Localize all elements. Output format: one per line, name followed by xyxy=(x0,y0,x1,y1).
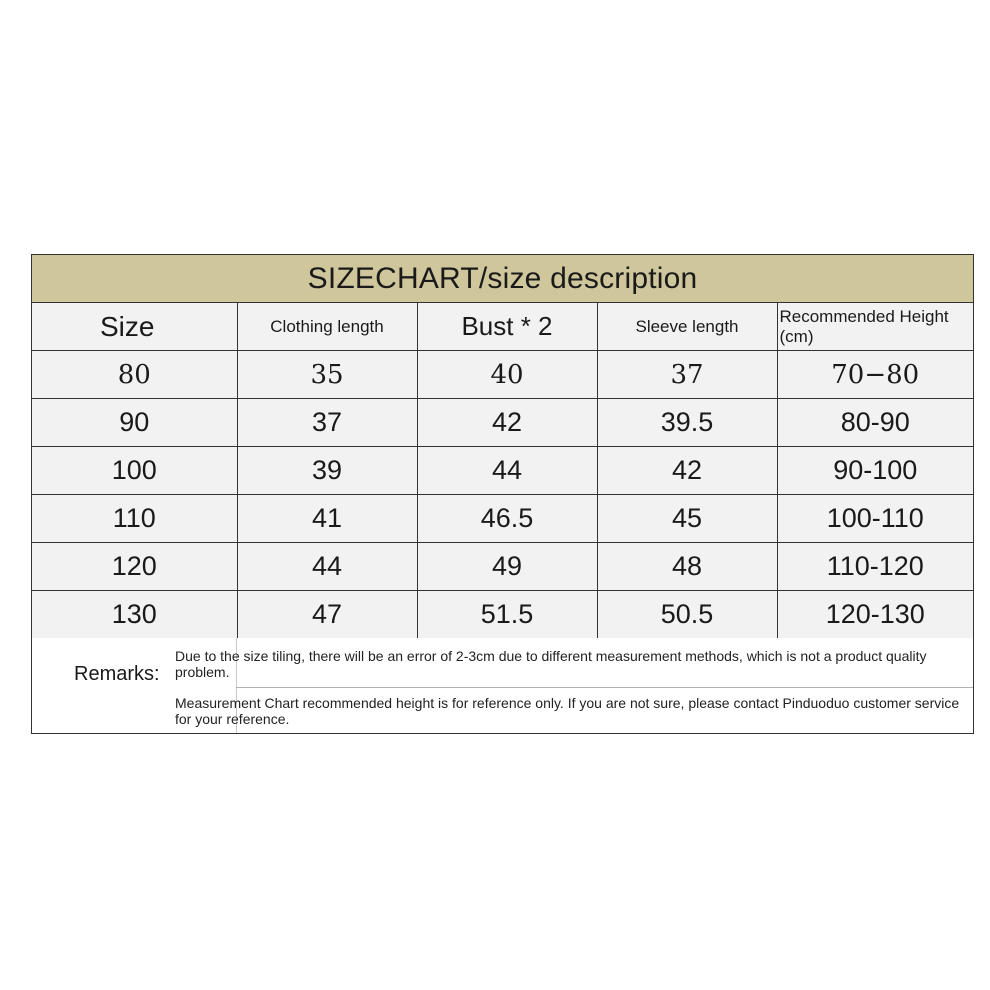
size-chart xyxy=(31,254,974,734)
header-recommended-height-line2: (cm) xyxy=(779,326,814,346)
size-cell: 120 xyxy=(32,543,237,591)
height-cell: 90-100 xyxy=(777,447,973,495)
header-clothing-length: Clothing length xyxy=(237,303,417,351)
header-recommended-height xyxy=(777,303,973,351)
header-recommended-height-line1: Recommended Height xyxy=(779,306,949,326)
table-row xyxy=(32,543,973,591)
remarks-line-1: Due to the size tiling, there will be an error of 2-3cm due to different measurement methods, which is not a product quality problem. xyxy=(175,648,927,680)
remarks-divider xyxy=(236,687,973,688)
bust-cell: 44 xyxy=(417,447,597,495)
bust-cell: 51.5 xyxy=(417,591,597,639)
chart-title: SIZECHART/size description xyxy=(32,255,973,303)
remarks-line-2: Measurement Chart recommended height is for reference only. If you are not sure, please contact Pinduoduo customer service for your reference. xyxy=(175,695,960,727)
clothing-length-cell: 35 xyxy=(237,351,417,399)
table-row xyxy=(32,351,973,399)
header-sleeve-length: Sleeve length xyxy=(597,303,777,351)
sleeve-length-cell: 48 xyxy=(597,543,777,591)
table-row xyxy=(32,495,973,543)
remarks-section xyxy=(32,638,973,733)
size-table xyxy=(32,303,973,639)
header-bust: Bust * 2 xyxy=(417,303,597,351)
sleeve-length-cell: 42 xyxy=(597,447,777,495)
size-cell: 80 xyxy=(32,351,237,399)
sleeve-length-cell: 37 xyxy=(597,351,777,399)
size-cell: 100 xyxy=(32,447,237,495)
table-row xyxy=(32,447,973,495)
sleeve-length-cell: 45 xyxy=(597,495,777,543)
header-row xyxy=(32,303,973,351)
height-cell: 80-90 xyxy=(777,399,973,447)
size-cell: 130 xyxy=(32,591,237,639)
height-cell: 120-130 xyxy=(777,591,973,639)
height-cell: 110-120 xyxy=(777,543,973,591)
sleeve-length-cell: 39.5 xyxy=(597,399,777,447)
bust-cell: 46.5 xyxy=(417,495,597,543)
clothing-length-cell: 41 xyxy=(237,495,417,543)
clothing-length-cell: 47 xyxy=(237,591,417,639)
size-cell: 110 xyxy=(32,495,237,543)
size-cell: 90 xyxy=(32,399,237,447)
table-row xyxy=(32,591,973,639)
height-cell: 70−80 xyxy=(777,351,973,399)
bust-cell: 40 xyxy=(417,351,597,399)
clothing-length-cell: 37 xyxy=(237,399,417,447)
table-row xyxy=(32,399,973,447)
clothing-length-cell: 44 xyxy=(237,543,417,591)
bust-cell: 49 xyxy=(417,543,597,591)
header-size: Size xyxy=(32,303,237,351)
sleeve-length-cell: 50.5 xyxy=(597,591,777,639)
height-cell: 100-110 xyxy=(777,495,973,543)
remarks-label: Remarks: xyxy=(74,663,160,685)
bust-cell: 42 xyxy=(417,399,597,447)
clothing-length-cell: 39 xyxy=(237,447,417,495)
